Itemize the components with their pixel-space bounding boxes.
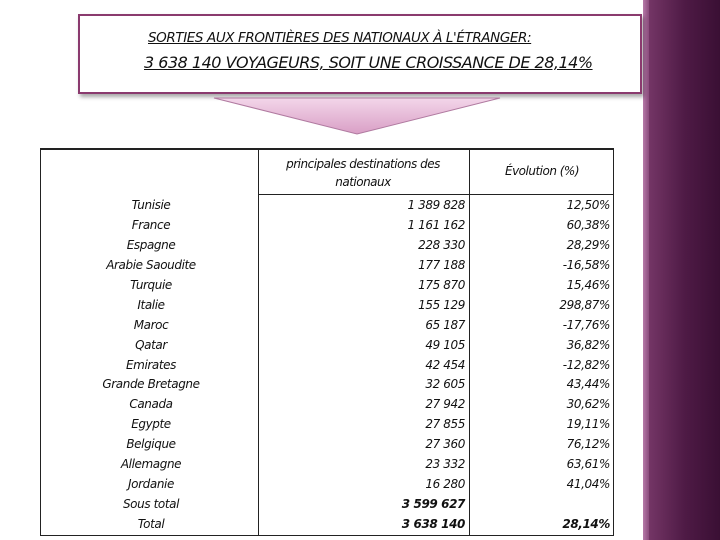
title-line-1: SORTIES AUX FRONTIÈRES DES NATIONAUX À L'ÉTRANGER: bbox=[148, 30, 532, 46]
evolution-cell: 28,29% bbox=[566, 237, 610, 252]
evolution-cell: 12,50% bbox=[566, 198, 610, 212]
travellers-cell: 228 330 bbox=[418, 237, 465, 252]
country-cell: Turquie bbox=[130, 277, 172, 292]
country-cell: Qatar bbox=[135, 337, 167, 352]
evolution-cell: 36,82% bbox=[566, 337, 610, 352]
travellers-cell: 32 605 bbox=[425, 377, 465, 392]
travellers-cell: 175 870 bbox=[418, 277, 465, 292]
evolution-cell: -16,58% bbox=[562, 257, 610, 272]
travellers-cell: 27 942 bbox=[425, 397, 465, 412]
table-header-divider bbox=[258, 194, 614, 195]
country-cell: Tunisie bbox=[131, 198, 171, 212]
travellers-cell: 16 280 bbox=[425, 477, 465, 492]
country-cell: Emirates bbox=[125, 357, 177, 372]
evolution-cell: -12,82% bbox=[562, 357, 610, 372]
evolution-cell: 15,46% bbox=[566, 277, 610, 292]
header-evolution: Évolution (%) bbox=[504, 164, 580, 178]
travellers-cell: 65 187 bbox=[425, 317, 465, 332]
down-arrow-shape bbox=[212, 96, 502, 136]
travellers-cell: 27 360 bbox=[425, 437, 465, 452]
decorative-side-band bbox=[643, 0, 720, 540]
travellers-cell: 3 638 140 bbox=[401, 517, 465, 531]
evolution-cell: 63,61% bbox=[566, 457, 610, 472]
country-cell: Belgique bbox=[126, 437, 176, 452]
travellers-cell: 49 105 bbox=[425, 337, 465, 352]
country-cell: Espagne bbox=[126, 237, 176, 252]
travellers-cell: 3 599 627 bbox=[401, 497, 465, 512]
country-cell: Canada bbox=[129, 397, 173, 412]
country-cell: Italie bbox=[137, 297, 165, 312]
header-destinations: principales destinations des nationaux bbox=[286, 157, 440, 189]
column-travellers bbox=[345, 196, 465, 535]
title-box bbox=[78, 14, 642, 94]
travellers-cell: 23 332 bbox=[425, 457, 465, 472]
country-cell: Arabie Saoudite bbox=[106, 257, 196, 272]
travellers-cell: 1 389 828 bbox=[407, 198, 465, 212]
evolution-cell: 76,12% bbox=[566, 437, 610, 452]
column-evolution bbox=[470, 196, 610, 535]
evolution-cell: 28,14% bbox=[562, 517, 610, 531]
title-line-2: 3 638 140 VOYAGEURS, SOIT UNE CROISSANCE DE 28,14% bbox=[144, 53, 593, 72]
country-cell: Sous total bbox=[122, 497, 180, 512]
country-cell: Egypte bbox=[131, 417, 171, 432]
evolution-cell: 298,87% bbox=[559, 297, 610, 312]
evolution-cell: 19,11% bbox=[566, 417, 610, 432]
country-cell: Jordanie bbox=[128, 477, 174, 492]
travellers-cell: 42 454 bbox=[425, 357, 465, 372]
travellers-cell: 27 855 bbox=[425, 417, 465, 432]
country-cell: Total bbox=[137, 517, 165, 531]
country-cell: France bbox=[131, 217, 171, 232]
country-cell: Grande Bretagne bbox=[102, 377, 200, 392]
travellers-cell: 1 161 162 bbox=[407, 217, 465, 232]
evolution-cell: 60,38% bbox=[566, 217, 610, 232]
travellers-cell: 177 188 bbox=[418, 257, 465, 272]
evolution-cell: -17,76% bbox=[562, 317, 610, 332]
evolution-cell: 30,62% bbox=[566, 397, 610, 412]
evolution-cell: 43,44% bbox=[566, 377, 610, 392]
country-cell: Allemagne bbox=[120, 457, 182, 472]
evolution-cell: 41,04% bbox=[566, 477, 610, 492]
evolution-cell bbox=[470, 495, 610, 515]
side-band-stripe bbox=[643, 0, 649, 540]
travellers-cell: 155 129 bbox=[418, 297, 465, 312]
country-cell: Maroc bbox=[133, 317, 169, 332]
column-country bbox=[40, 196, 262, 535]
